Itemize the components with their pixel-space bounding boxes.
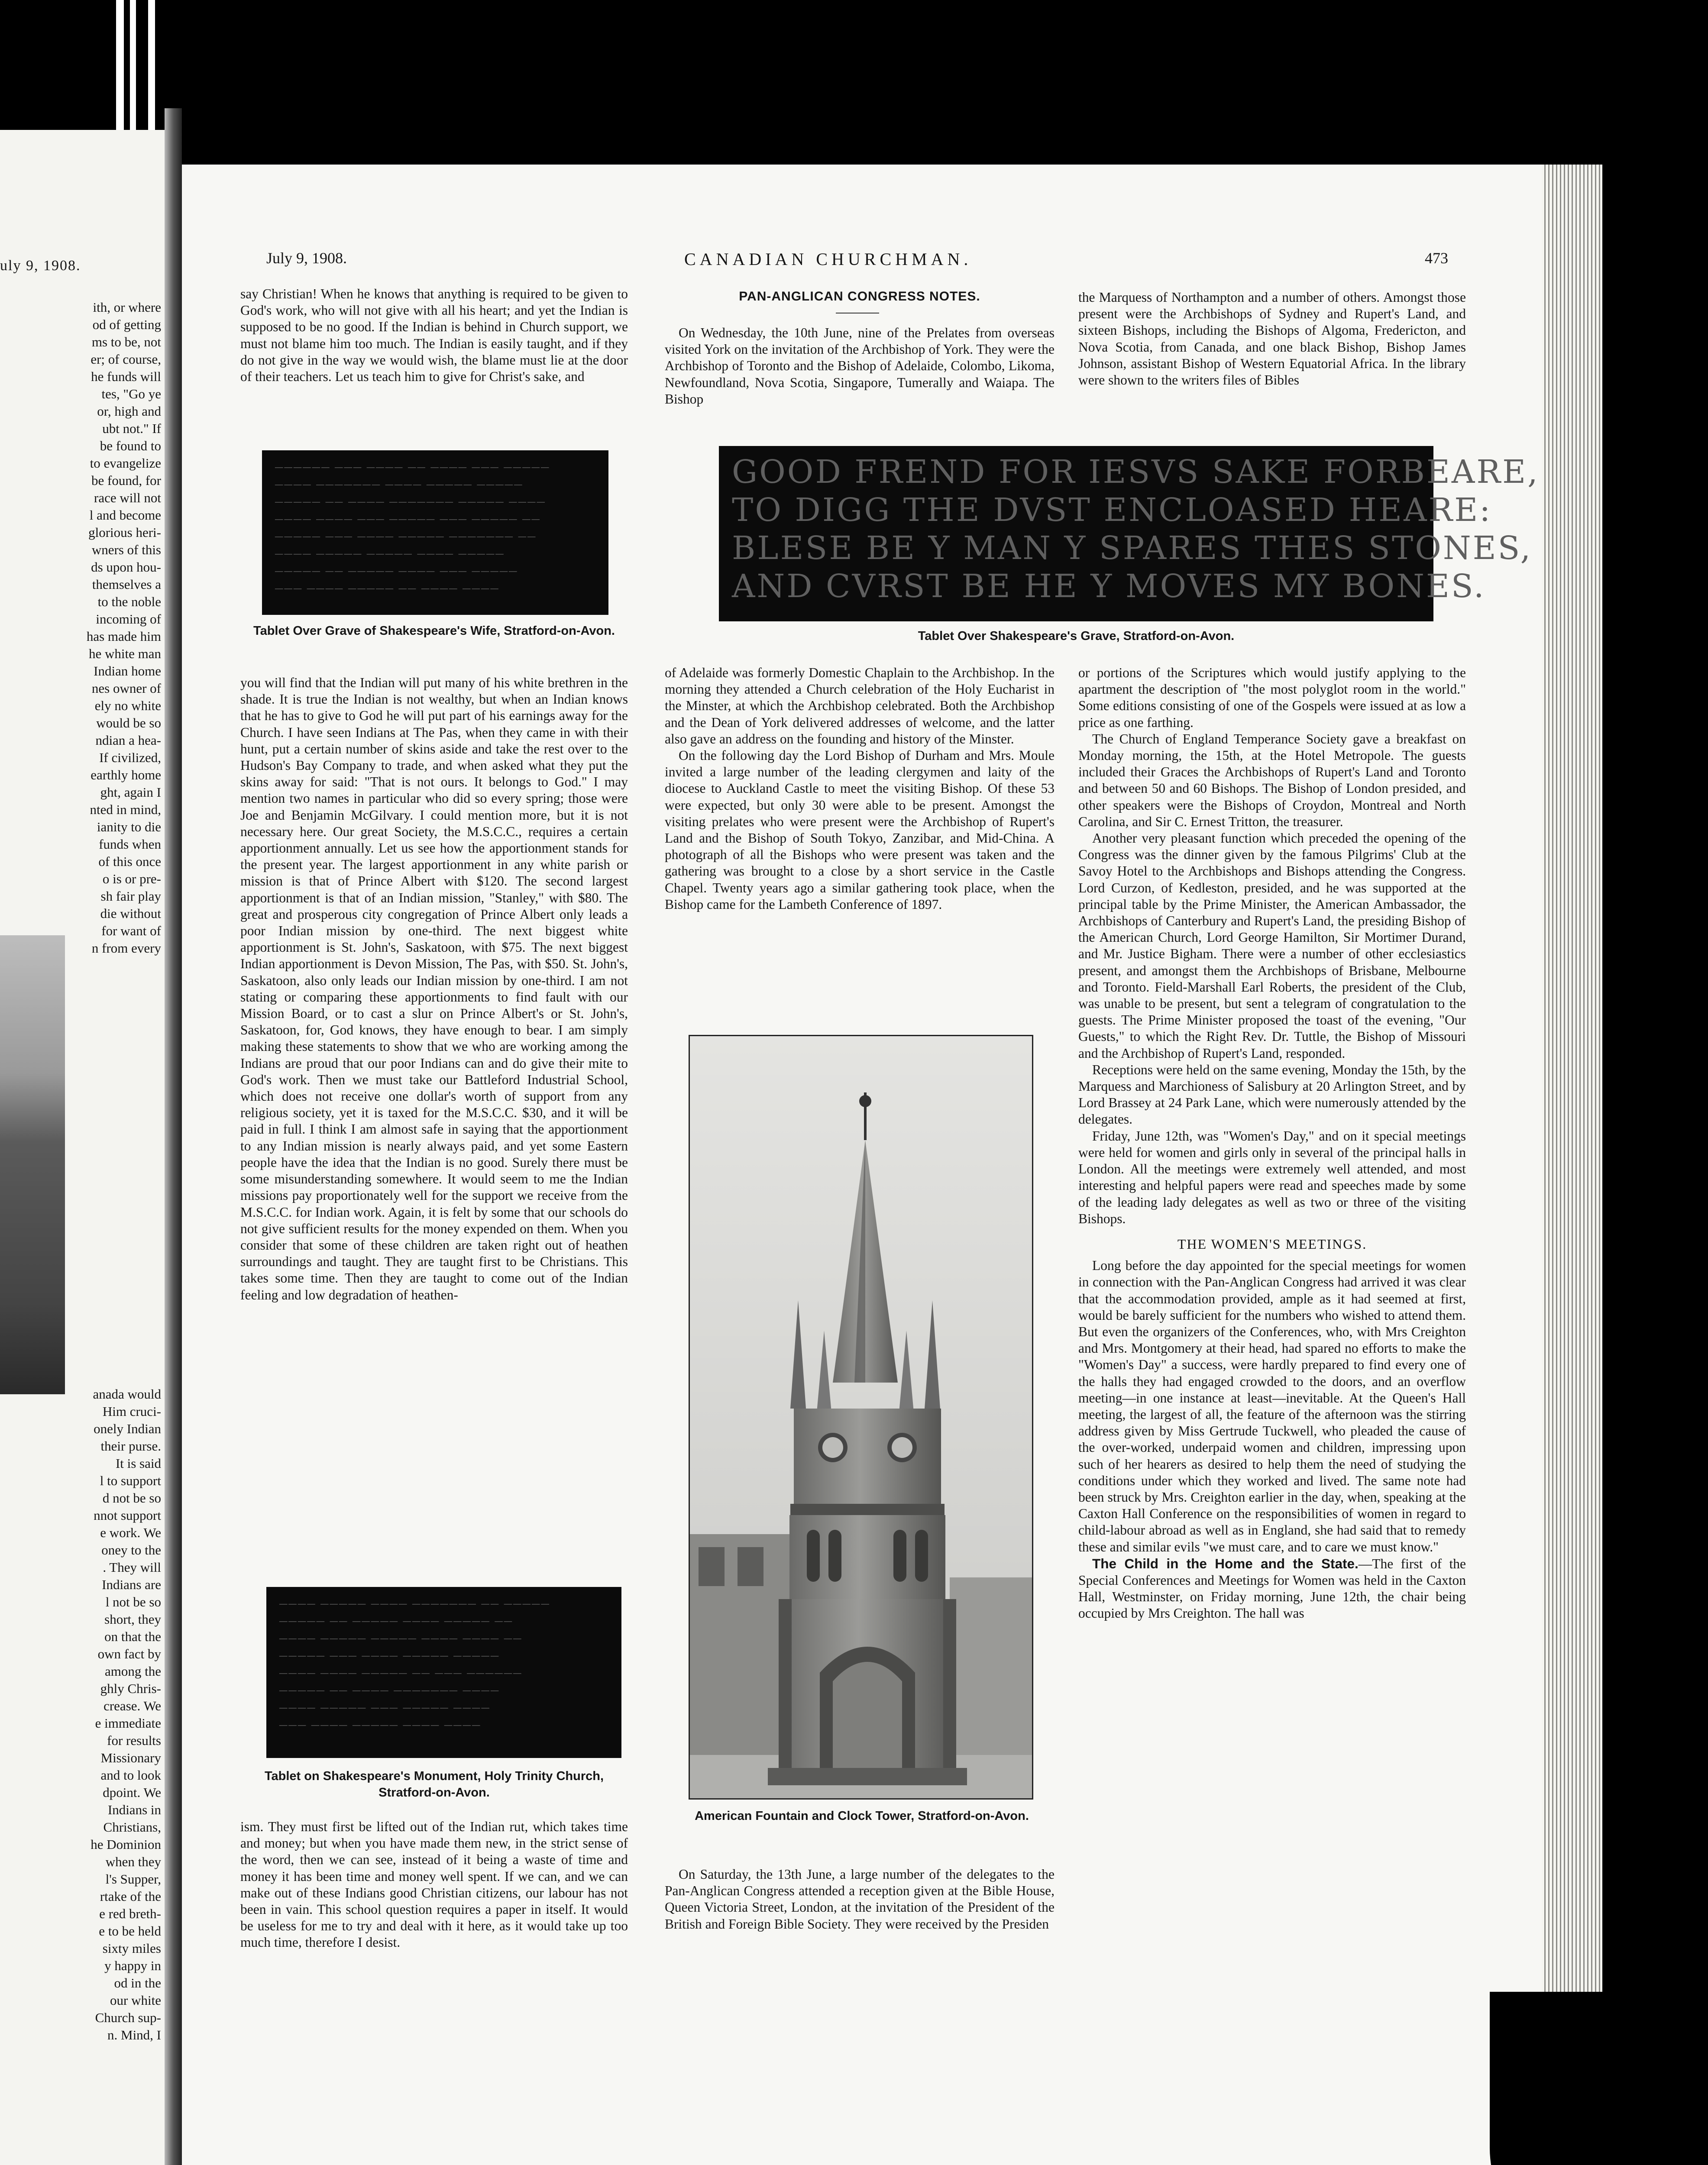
paragraph: or portions of the Scriptures which would justify applying to the apartment the description of "the most polyglot room in the world." Some editions consisting of one of the Gospels were issued at as low a price as one farthing. [1078, 665, 1466, 730]
paragraph [1078, 1555, 1466, 1622]
paragraph: Friday, June 12th, was "Women's Day," and on it special meetings were held for women and girls only in several of the principal halls in London. All the meetings were extremely well attended, and most interesting and helpful papers were read and speeches made by some of the leading lady delegates as well as two or three of the visiting Bishops. [1078, 1128, 1466, 1226]
tablet-inscription-faint: ──── ───── ──── ─────── ── ───── ───── ── ───── ──── ───── ── ──── ───── ───── ──── ──── ── ───── ─── ──── ───── ───── ──── ──── ───── ── ─── ────── ───── ── ──── ─────── ──── ──── ───── ─── ───── ──── ─── ──── ───── ──── ──── [279, 1598, 550, 1732]
running-head-title: CANADIAN CHURCHMAN. [684, 249, 972, 269]
paragraph-text: —The first of the Special Conferences and Meetings for Women was held in the Caxton Hall, Westminster, on Friday morning, June 12th, the chair being occupied by Mrs Creighton. The hall was [1078, 1556, 1466, 1621]
gutter-shadow [165, 108, 182, 2165]
tablet-grave-photo [719, 446, 1540, 621]
column-2-middle [665, 665, 1055, 913]
heading-womens-meetings: THE WOMEN'S MEETINGS. [1177, 1236, 1367, 1252]
caption-wife-tablet: Tablet Over Grave of Shakespeare's Wife, Stratford-on-Avon. [253, 624, 615, 638]
left-page-text-bottom: anada would Him cruci- onely Indian their purse. It is said l to support d not be so nnot support e work. We oney to the . They will Indians are l not be so short, they on that the own fact by among the ghly Chris- crease. We e immediate for results Missionary and to look dpoint. We Indians in Christians, he Dominion when they l's Supper, rtake of the e red breth- e to be held sixty miles y happy in od in the our white Church sup- n. Mind, I [91, 1386, 161, 2042]
left-page-fragment [0, 130, 165, 2165]
left-page-date: uly 9, 1908. [0, 258, 81, 274]
page-number: 473 [1425, 249, 1448, 267]
paragraph: ism. They must first be lifted out of the Indian rut, which takes time and money; but when you have made them new, in the strict sense of the word, then we can see, instead of it being a waste of time and money it has been time and money well spent. If we can, and we can make out of these Indians good Christian citizens, our labour has not been in vain. This school question requires a paper in itself. It would be useless for me to try and deal with it here, as it would take up too much time, therefore I desist. [240, 1819, 628, 1950]
subhead-child-home-state: The Child in the Home and the State. [1092, 1555, 1359, 1571]
caption-fountain: American Fountain and Clock Tower, Stratford-on-Avon. [695, 1809, 1029, 1823]
paragraph: of Adelaide was formerly Domestic Chaplain to the Archbishop. In the morning they attended a Church celebration of the Holy Eucharist in the Minster, at which the Archbishop celebrated. Both the Archbishop and the Dean of York delivered addresses of welcome, and the latter also gave an address on the founding and history of the Minster. [665, 665, 1055, 746]
caption-grave-tablet: Tablet Over Shakespeare's Grave, Stratford-on-Avon. [918, 629, 1235, 643]
heading-pan-anglican-notes: PAN-ANGLICAN CONGRESS NOTES. [739, 289, 980, 304]
tower-illustration [690, 1036, 1032, 1798]
paragraph: say Christian! When he knows that anything is required to be given to God's work, who will not give with all his heart; and yet the Indian is supposed to be no good. If the Indian is behind in Church support, we must not blame him too much. The Indian is easily taught, and if they do not give in the way we would wish, the blame must lie at the door of their teachers. Let us teach him to give for Christ's sake, and [240, 286, 628, 385]
paragraph: Another very pleasant function which preceded the opening of the Congress was the dinner given by the famous Pilgrims' Club at the Savoy Hotel to the Archbishops and Bishops attending the Congress. Lord Curzon, of Kedleston, presided, and he was supported at the principal table by the Prime Minister, the American Ambassador, the Archbishops of Canterbury and Rupert's Land, the presiding Bishop of the American Church, Lord George Hamilton, Sir Mortimer Durand, and Mr. Justice Bigham. There were a number of other ecclesiastics present, and amongst them the Archbishops of Brisbane, Melbourne and Toronto. Field-Marshall Earl Roberts, the president of the Club, was unable to be present, but sent a telegram of congratulation to the guests. The Prime Minister proposed the toast of the evening, "Our Guests," to which the Right Rev. Dr. Tuttle, the Bishop of Missouri and the Archbishop of Rupert's Land, responded. [1078, 830, 1466, 1061]
column-3-top [1078, 289, 1466, 388]
tablet-monument-photo [266, 1587, 621, 1758]
paragraph: Long before the day appointed for the special meetings for women in connection with the Pan-Anglican Congress had arrived it was clear that the accommodation provided, ample as it had seemed at first, would be barely sufficient for the numbers who wished to attend them. But even the organizers of the Conferences, who, with Mrs Creighton and Mrs. Montgomery at their head, had spared no efforts to make the "Women's Day" a success, were hardly prepared to find every one of the halls they had engaged crowded to the doors, and an overflow meeting—in one instance at least—inevitable. At the Queen's Hall meeting, the largest of all, the feature of the afternoon was the stirring address given by Miss Gertrude Tuckwell, who pleaded the cause of the over-worked, underpaid women and children, impressing upon such of her hearers as desired to help them the need of studying the conditions under which they worked and lived. The same note had been struck by Mrs. Creighton earlier in the day, when, speaking at the Caxton Hall Conference on the responsibilities of women in regard to child-labour abroad as well as in England, she had said that to remedy these and similar evils "we must care, and to care we must know." [1078, 1258, 1466, 1554]
column-1-middle [240, 675, 628, 1303]
paragraph: On the following day the Lord Bishop of Durham and Mrs. Moule invited a large number of the leading clergymen and laity of the diocese to Auckland Castle to meet the visiting Bishop. Of these 53 were expected, but only 30 were able to be present. Amongst the visiting prelates who were present were the Archbishop of Rupert's Land and the Bishop of South Tokyo, Zanzibar, and Mid-China. A photograph of all the Bishops who were present was taken and the gathering was brought to a close by a short service in the Castle Chapel. Twenty years ago a similar gathering took place, when the Bishop came for the Lambeth Conference of 1897. [665, 748, 1055, 912]
fountain-clock-tower-photo [689, 1035, 1033, 1800]
tablet-wife-photo [262, 450, 608, 615]
caption-monument-tablet: Tablet on Shakespeare's Monument, Holy Trinity Church, Stratford-on-Avon. [264, 1769, 604, 1800]
page-curl-shadow [1490, 1992, 1628, 2165]
paragraph: On Saturday, the 13th June, a large number of the delegates to the Pan-Anglican Congress attended a reception given at the Bible House, Queen Victoria Street, London, at the invitation of the President of the British and Foreign Bible Society. They were received by the Presiden [665, 1867, 1055, 1932]
grave-inscription: GOOD FREND FOR IESVS SAKE FORBEARE, TO DIGG THE DVST ENCLOASED HEARE: BLESE BE Y MAN Y SPARES THES AND CVRST BE HE Y MOVES MY BONES. [732, 453, 1540, 605]
left-page-photo [0, 935, 65, 1394]
paragraph: the Marquess of Northampton and a number of others. Amongst those present were the Archbishops of Sydney and Rupert's Land, and sixteen Bishops, including the Bishops of Algoma, Fredericton, and Nova Scotia, from Canada, and one black Bishop, Bishop James Johnson, assistant Bishop of Western Equatorial Africa. In the library were shown to the writers files of Bibles [1078, 290, 1466, 388]
paragraph: you will find that the Indian will put many of his white brethren in the shade. It is true the Indian is not wealthy, but when an Indian knows that he has to give to God he will put part of his earnings away for the Church. I have seen Indians at The Pas, when they came in with their hunt, put a certain number of skins aside and take the rest over to the Hudson's Bay Company to trade, and when asked what they put the skins away for said: "That is not ours. It belongs to God." I may mention two names in particular who did so every spring; those were Joe and Benjamin McGilvary. I could mention more, but it is not necessary here. Our great Society, the M.S.C.C., requires a certain apportionment annually. Let us see how the apportionment stands for the present year. The largest apportionment in any white parish or mission is that of Prince Albert with $120. The second largest apportionment is that of an Indian mission, "Stanley," with $80. The great and prosperous city congregation of Prince Albert only leads a poor Indian mission by one-third. The next biggest white apportionment is St. John's, Saskatoon, with $75. The next biggest Indian apportionment is Devon Mission, The Pas, with $50. St. John's, Saskatoon, also only leads our Indian mission by one-third. I am not stating or comparing these apportionments to find fault with our Mission Board, or to cast a slur on Prince Albert's or St. John's, Saskatoon, for, God knows, they have enough to bear. I am simply making these statements to show that we who are working among the Indians are proud that our poor Indians can and do give their mite to God's work. Then we must take our Battleford Industrial School, which does not receive one dollar's worth of support from any religious society, yet it is taxed for the M.S.C.C. $30, and it will be paid in full. I think I am almost safe in saying that the apportionment to any Indian mission is nearly always paid, and yet some Eastern people have the idea that the Indian is no good. Surely there must be some misunderstanding somewhere. It would seem to me the Indian missions pay proportionately well for the support we receive from the M.S.C.C. for Indian work. Again, it is felt by some that our schools do not give sufficient results for the money expended on them. When you consider that some of these children are taken right out of heathen surroundings and taught. They are taught first to be Christians. This takes some time. Then they are taught to come out of the Indian feeling and low degradation of heathen- [240, 675, 628, 1302]
left-page-text-top: ith, or where od of getting ms to be, not er; of course, he funds will tes, "Go ye or, high and ubt not." If be found to to evangelize be found, for race will not l and become glorious heri- wners of this ds upon hou- themselves a to the noble incoming of has made him he white man Indian home nes owner of ely no white would be so ndian a hea- If civilized, earthly home ght, again I nted in mind, ianity to die funds when of this once o is or pre- sh fair play die without for want of n from every [86, 300, 161, 956]
running-head-date: July 9, 1908. [266, 249, 347, 267]
paragraph: On Wednesday, the 10th June, nine of the Prelates from overseas visited York on the invitation of the Archbishop of York. They were the Archbishop of Toronto and the Bishop of Adelaide, Colombo, Likoma, Newfoundland, Nova Scotia, Singapore, Tumerally and Waiapa. The Bishop [665, 325, 1055, 407]
paragraph: The Church of England Temperance Society gave a breakfast on Monday morning, the 15th, at the Hotel Metropole. The guests included their Graces the Archbishops of Rupert's Land and Toronto and between 50 and 60 Bishops. The Bishop of London presided, and other speakers were the Bishops of Croydon, Montreal and North Carolina, and Sir C. Ernest Tritton, the treasurer. [1078, 731, 1466, 829]
column-1-bottom [240, 1819, 628, 1951]
paragraph: Receptions were held on the same evening, Monday the 15th, by the Marquess and Marchioness of Salisbury at 20 Arlington Street, and by Lord Brassey at 24 Park Lane, which were numerously attended by the delegates. [1078, 1062, 1466, 1127]
page-edges [1542, 165, 1602, 2165]
column-2-top [665, 325, 1055, 407]
column-3-main [1078, 665, 1466, 1622]
tablet-inscription-faint: ────── ─── ──── ── ──── ─── ───── ──── ─────── ──── ───── ───── ───── ── ──── ─────── ───── ──── ──── ──── ─── ───── ─── ───── ── ───── ─── ──── ───── ─────── ── ──── ───── ───── ──── ───── ───── ── ───── ──── ─── ───── ─── ──── ───── ── ──── ──── [275, 461, 550, 595]
column-1-top [240, 286, 628, 385]
column-2-bottom [665, 1866, 1055, 1932]
